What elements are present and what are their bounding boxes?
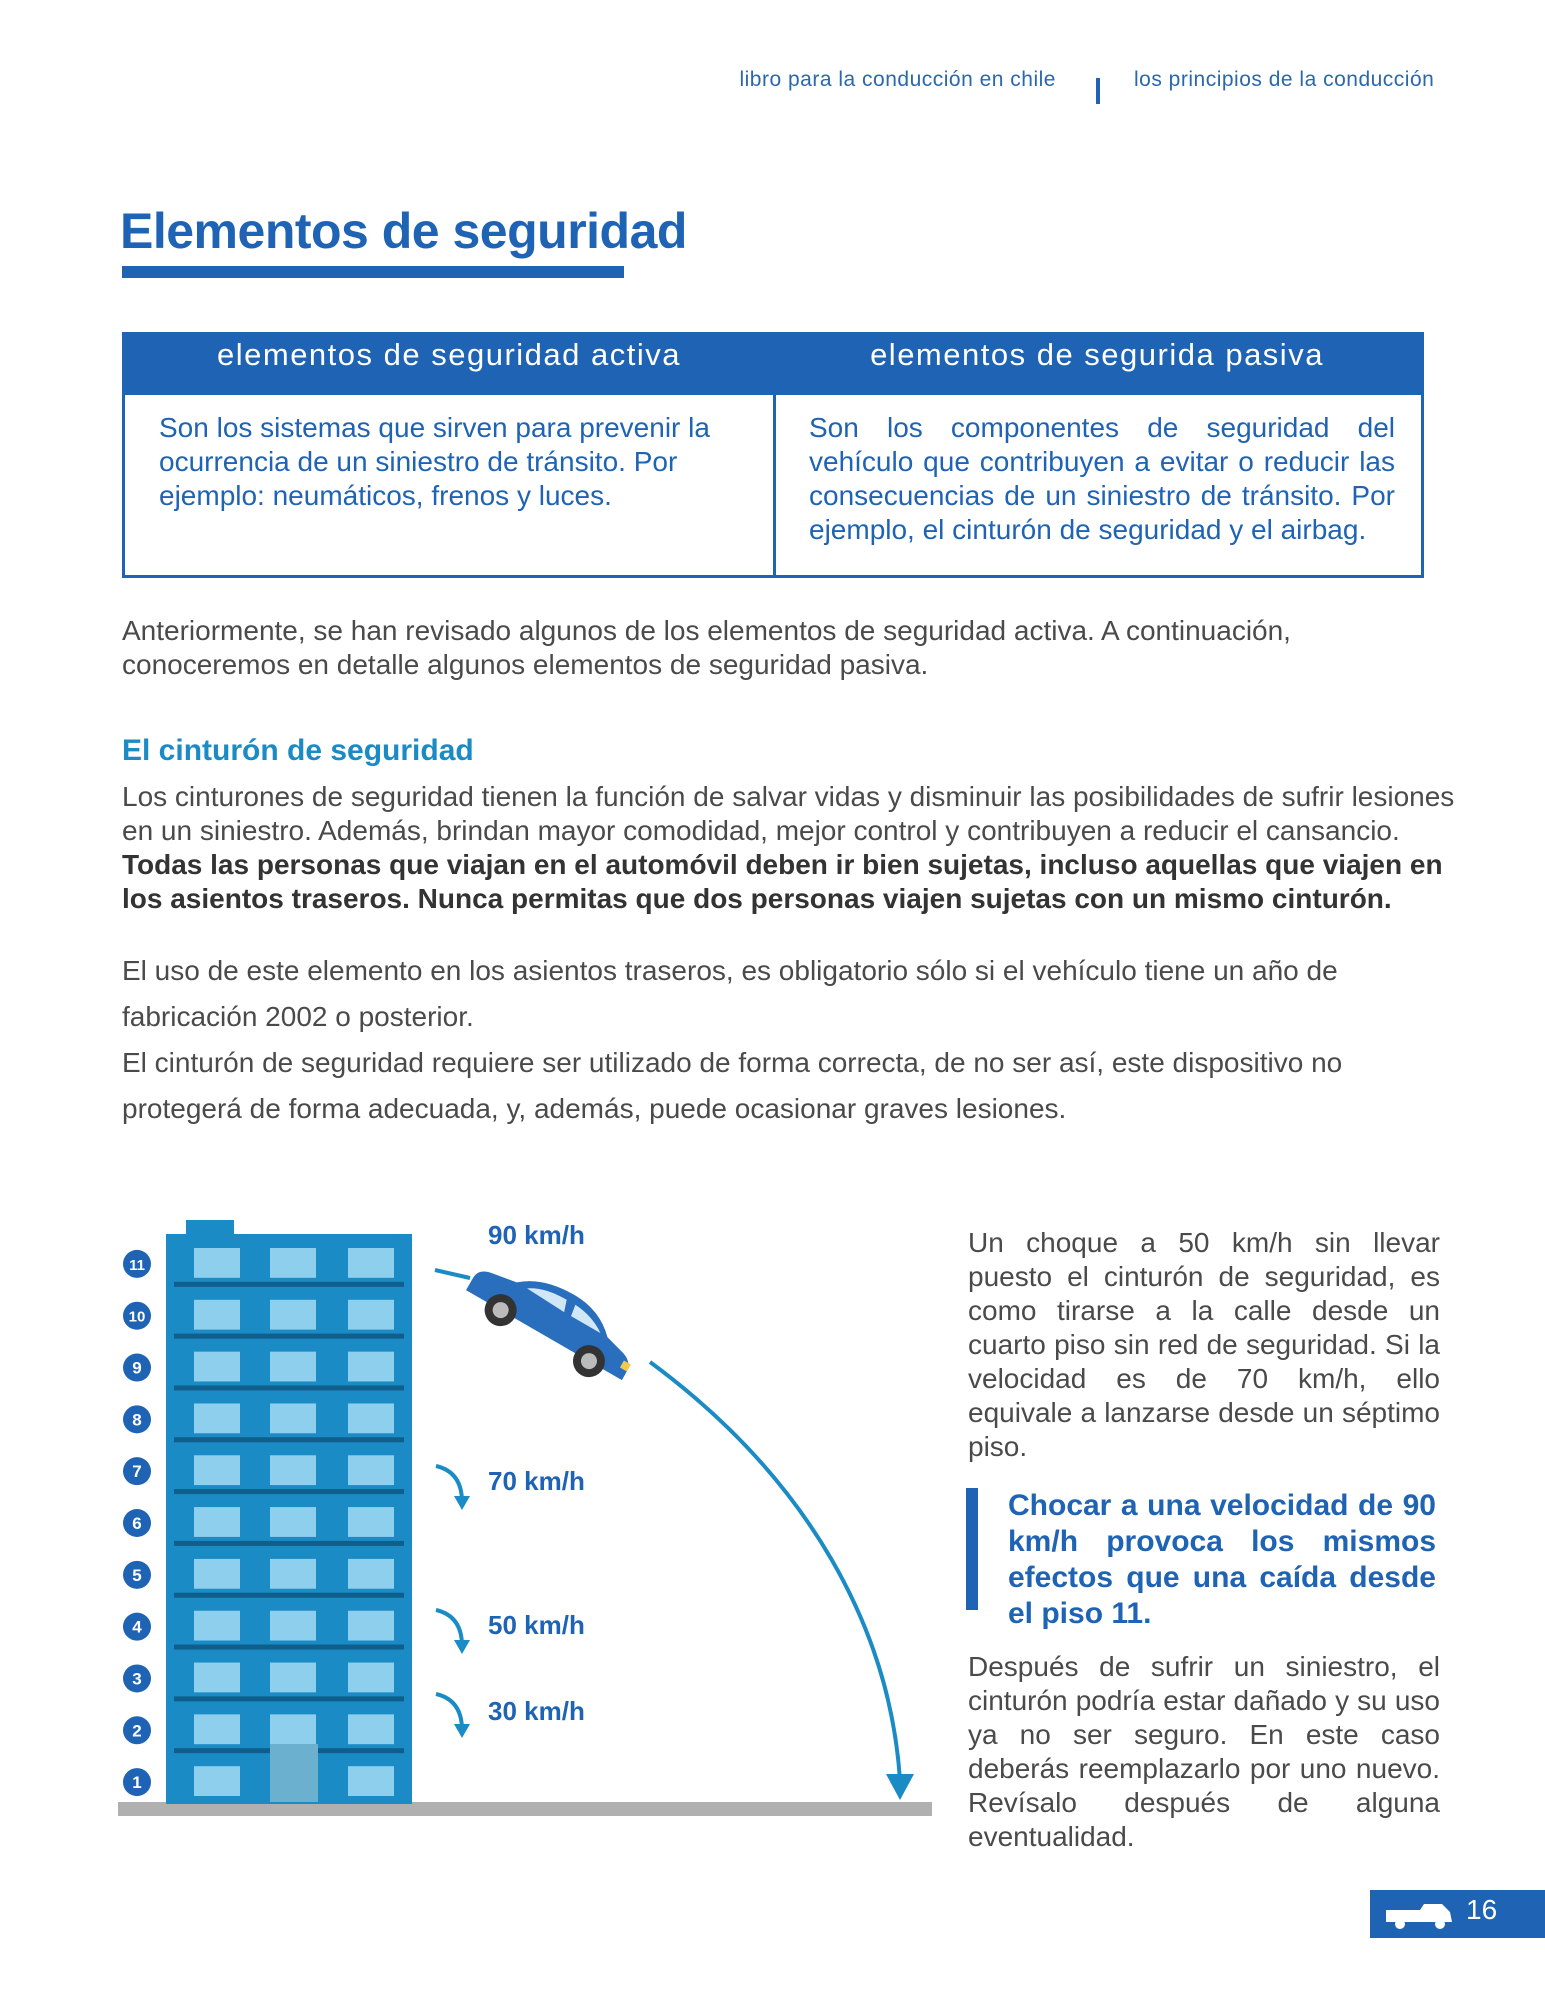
intro-paragraph: Anteriormente, se han revisado algunos de los elementos de seguridad activa. A continuación, conoceremos en detalle algunos elementos de seguridad pasiva.: [122, 615, 1291, 680]
building-window: [348, 1352, 394, 1382]
speed-label-50: 50 km/h: [488, 1610, 585, 1640]
speed-50-arrowhead: [454, 1640, 470, 1654]
table-column-divider: [773, 395, 776, 578]
quote-bar: [966, 1488, 978, 1610]
fall-height-illustration: [110, 1210, 950, 1830]
building-window: [270, 1663, 316, 1693]
fall-trajectory-line: [650, 1362, 900, 1780]
building-window: [348, 1403, 394, 1433]
table-header-passive: elementos de segurida pasiva: [870, 337, 1324, 372]
building-window: [194, 1663, 240, 1693]
building-window: [270, 1300, 316, 1330]
fall-arrowhead: [886, 1774, 914, 1800]
floor-badge-label: 1: [132, 1773, 142, 1793]
building-window: [348, 1714, 394, 1744]
highlight-quote: Chocar a una velocidad de 90 km/h provoca los mismos efectos que una caída desde el piso 11.: [1008, 1489, 1436, 1630]
title-underline: [122, 266, 624, 278]
rear-seat-paragraph: El uso de este elemento en los asientos traseros, es obligatorio sólo si el vehículo tiene un año de fabricación 2002 o posterior.: [122, 955, 1338, 1032]
building-door: [270, 1744, 318, 1802]
crash-comparison-paragraph: Un choque a 50 km/h sin llevar puesto el cinturón de seguridad, es como tirarse a la calle desde un cuarto piso sin red de seguridad. Si la velocidad es de 70 km/h, ello equivale a lanzarse desde un séptimo piso.: [968, 1227, 1440, 1462]
building-floor-line: [174, 1696, 404, 1701]
speed-label-70: 70 km/h: [488, 1466, 585, 1496]
building-window: [194, 1300, 240, 1330]
building-floor-line: [174, 1437, 404, 1442]
table-cell-active: Son los sistemas que sirven para prevenir la ocurrencia de un siniestro de tránsito. Por ejemplo: neumáticos, frenos y luces.: [159, 412, 710, 511]
building-window: [270, 1611, 316, 1641]
speed-label-90: 90 km/h: [488, 1220, 585, 1250]
table-header-row: [125, 335, 1421, 395]
page-number: 16: [1466, 1894, 1498, 1925]
replacement-paragraph: Después de sufrir un siniestro, el cinturón podría estar dañado y su uso ya no ser seguro. En este caso deberás reemplazarlo por uno nuevo. Revísalo después de alguna eventualidad.: [968, 1651, 1440, 1852]
running-header-chapter: los principios de la conducción: [1134, 68, 1435, 91]
building-window: [348, 1300, 394, 1330]
usage-paragraphs: [122, 948, 1462, 1132]
building-window: [194, 1714, 240, 1744]
speed-label-30: 30 km/h: [488, 1696, 585, 1726]
floor-badge-label: 10: [128, 1308, 146, 1326]
building-window: [270, 1714, 316, 1744]
header-separator: [1096, 78, 1100, 104]
floor-badge-label: 2: [132, 1721, 142, 1741]
correct-use-paragraph: El cinturón de seguridad requiere ser utilizado de forma correcta, de no ser así, este dispositivo no protegerá de forma adecuada, y, además, puede ocasionar graves lesiones.: [122, 1047, 1343, 1124]
building-floor-line: [174, 1385, 404, 1390]
floor-badge-label: 8: [132, 1410, 142, 1430]
building-window: [348, 1663, 394, 1693]
car-approach-line: [435, 1270, 470, 1278]
speed-70-arrowhead: [454, 1496, 470, 1510]
building-window: [270, 1352, 316, 1382]
floor-badge-label: 5: [132, 1565, 142, 1585]
building-window: [348, 1766, 394, 1796]
building-floor-line: [174, 1282, 404, 1287]
page-footer-tab: [1370, 1890, 1545, 1938]
seatbelt-text: Los cinturones de seguridad tienen la función de salvar vidas y disminuir las posibilidades de sufrir lesiones en un siniestro. Además, brindan mayor comodidad, mejor control y contribuyen a reducir el cansancio.: [122, 781, 1455, 846]
building-window: [194, 1248, 240, 1278]
building-window: [194, 1455, 240, 1485]
building-window: [194, 1766, 240, 1796]
building-window: [270, 1455, 316, 1485]
building-floor-line: [174, 1334, 404, 1339]
building-window: [270, 1248, 316, 1278]
section-heading: El cinturón de seguridad: [122, 734, 474, 767]
building-floor-line: [174, 1541, 404, 1546]
building-window: [194, 1352, 240, 1382]
building-floor-line: [174, 1645, 404, 1650]
building-window: [348, 1248, 394, 1278]
building-window: [348, 1611, 394, 1641]
building-floor-line: [174, 1593, 404, 1598]
floor-badge-label: 7: [132, 1462, 142, 1482]
safety-elements-table: [122, 332, 1424, 578]
building-window: [194, 1507, 240, 1537]
building-window: [270, 1559, 316, 1589]
building-window: [194, 1403, 240, 1433]
truck-icon: [1380, 1890, 1460, 1938]
floor-badge-label: 6: [132, 1514, 142, 1533]
speed-30-arrowhead: [454, 1724, 470, 1738]
building-window: [270, 1507, 316, 1537]
seatbelt-bold-text: Todas las personas que viajan en el automóvil deben ir bien sujetas, incluso aquellas que viajen en los asientos traseros. Nunca permitas que dos personas viajen sujetas con un mismo cinturón.: [122, 849, 1443, 914]
building-window: [348, 1455, 394, 1485]
building-window: [194, 1611, 240, 1641]
floor-badge-label: 4: [132, 1617, 142, 1637]
table-header-active: elementos de seguridad activa: [217, 337, 681, 372]
floor-badge-label: 11: [129, 1256, 145, 1274]
floor-badge-label: 9: [132, 1358, 142, 1378]
ground-line: [118, 1802, 932, 1816]
seatbelt-paragraph: [122, 780, 1462, 916]
building-window: [194, 1559, 240, 1589]
building: [166, 1220, 412, 1804]
falling-car-icon: [458, 1247, 647, 1394]
table-cell-passive: Son los componentes de seguridad del vehículo que contribuyen a evitar o reducir las consecuencias de un siniestro de tránsito. Por ejemplo, el cinturón de seguridad y el airbag.: [809, 412, 1395, 545]
floor-number-badges: [123, 1250, 151, 1796]
building-window: [348, 1559, 394, 1589]
building-window: [270, 1403, 316, 1433]
building-floor-line: [174, 1489, 404, 1494]
building-window: [348, 1507, 394, 1537]
running-header-book: libro para la conducción en chile: [739, 68, 1056, 91]
page-title: Elementos de seguridad: [120, 203, 687, 259]
floor-badge-label: 3: [132, 1669, 142, 1689]
